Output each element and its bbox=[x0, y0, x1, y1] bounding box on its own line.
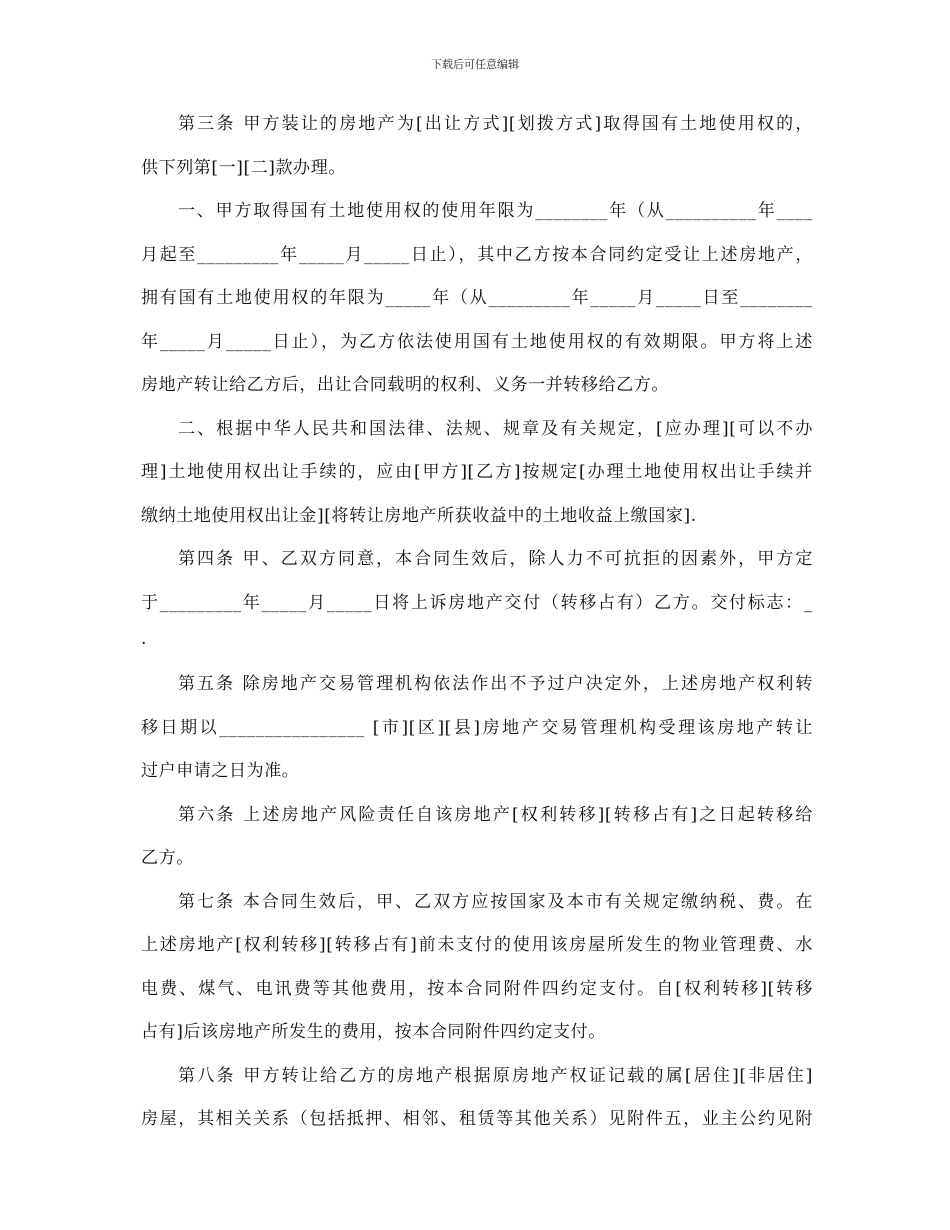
text-line: 第七条 本合同生效后，甲、乙双方应按国家及本市有关规定缴纳税、费。在 bbox=[178, 891, 813, 912]
text-line: 上述房地产[权利转移][转移占有]前未支付的使用该房屋所发生的物业管理费、水 bbox=[141, 935, 813, 955]
text-line: 理]土地使用权出让手续的，应由[甲方][乙方]按规定[办理土地使用权出让手续并 bbox=[141, 462, 813, 482]
text-line: 第三条 甲方装让的房地产为[出让方式][划拨方式]取得国有土地使用权的， bbox=[178, 114, 813, 134]
page-header: 下载后可任意编辑 bbox=[431, 58, 519, 71]
paragraph-clause-2 bbox=[141, 408, 813, 539]
text-line: 乙方。 bbox=[141, 848, 194, 868]
text-line: 二、根据中华人民共和国法律、法规、规章及有关规定，[应办理][可以不办 bbox=[178, 418, 813, 439]
text-line: 第四条 甲、乙双方同意，本合同生效后，除人力不可抗拒的因素外，甲方定 bbox=[178, 549, 813, 569]
paragraph-article-3 bbox=[141, 103, 813, 190]
paragraph-article-8 bbox=[141, 1055, 813, 1142]
text-line: 第八条 甲方转让给乙方的房地产根据原房地产权证记载的属[居住][非居住] bbox=[178, 1065, 814, 1086]
text-line: 年_____月_____日止），为乙方依法使用国有土地使用权的有效期限。甲方将上述 bbox=[141, 331, 813, 352]
paragraph-article-7 bbox=[141, 881, 813, 1055]
paragraph-article-6 bbox=[141, 794, 813, 881]
text-line: 房地产转让给乙方后，出让合同载明的权利、义务一并转移给乙方。 bbox=[141, 375, 669, 395]
text-line: 占有]后该房地产所发生的费用，按本合同附件四约定支付。 bbox=[141, 1022, 606, 1042]
text-line: 拥有国有土地使用权的年限为_____年（从_________年_____月_____日至________ bbox=[141, 288, 813, 308]
text-line: 供下列第[一][二]款办理。 bbox=[141, 157, 346, 178]
text-line: 电费、煤气、电讯费等其他费用，按本合同附件四约定支付。自[权利转移][转移 bbox=[141, 978, 813, 999]
text-line: 房屋，其相关关系（包括抵押、相邻、租赁等其他关系）见附件五，业主公约见附 bbox=[141, 1109, 813, 1129]
text-line: 一、甲方取得国有土地使用权的使用年限为________年（从__________年____ bbox=[178, 201, 813, 221]
paragraph-gap bbox=[141, 653, 813, 663]
contract-body bbox=[141, 103, 813, 1142]
text-line: 月起至_________年_____月_____日止），其中乙方按本合同约定受让上述房地产， bbox=[141, 244, 813, 265]
paragraph-article-5 bbox=[141, 663, 813, 794]
text-line: 过户申请之日为准。 bbox=[141, 761, 300, 781]
text-line: . bbox=[141, 629, 148, 649]
text-line: 第六条 上述房地产风险责任自该房地产[权利转移][转移占有]之日起转移给 bbox=[178, 804, 813, 825]
paragraph-article-4 bbox=[141, 538, 813, 653]
paragraph-clause-1 bbox=[141, 190, 813, 408]
text-line: 第五条 除房地产交易管理机构依法作出不予过户决定外，上述房地产权利转 bbox=[178, 674, 813, 694]
text-line: 于_________年_____月_____日将上诉房地产交付（转移占有）乙方。交付标志：_ bbox=[141, 592, 813, 613]
text-line: 移日期以________________ [市][区][县]房地产交易管理机构受理该房地产转让 bbox=[141, 717, 813, 738]
text-line: 缴纳土地使用权出让金][将转让房地产所获收益中的土地收益上缴国家]. bbox=[141, 505, 697, 526]
